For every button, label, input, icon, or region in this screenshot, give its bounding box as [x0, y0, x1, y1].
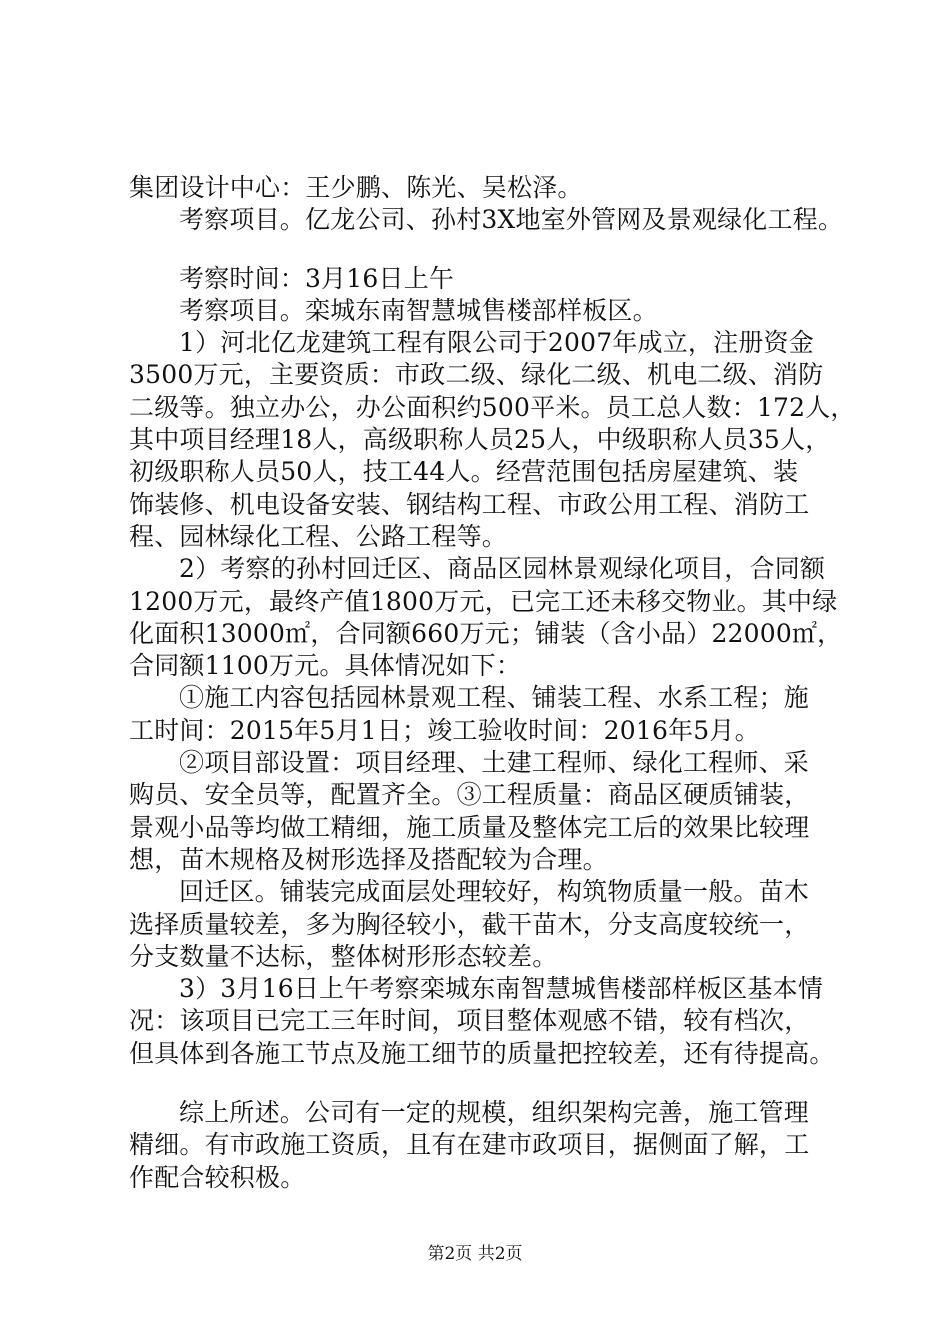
text-line: 其中项目经理18人，高级职称人员25人，中级职称人员35人，	[129, 425, 831, 455]
text-line: 二级等。独立办公，办公面积约500平米。员工总人数：172人，	[129, 392, 856, 422]
text-line: 选择质量较差，多为胸径较小，截干苗木，分支高度较统一，	[129, 909, 810, 939]
text-line: 考察项目。栾城东南智慧城售楼部样板区。	[179, 295, 658, 325]
text-line: ②项目部设置：项目经理、土建工程师、绿化工程师、采	[179, 748, 810, 778]
text-line: 景观小品等均做工精细，施工质量及整体完工后的效果比较理	[129, 812, 810, 842]
text-line: 1200万元，最终产值1800万元，已完工还未移交物业。其中绿	[129, 586, 838, 616]
text-line: 初级职称人员50人，技工44人。经营范围包括房屋建筑、装	[129, 457, 799, 487]
text-line: 购员、安全员等，配置齐全。③工程质量：商品区硬质铺装，	[129, 780, 810, 810]
text-line: 想，苗木规格及树形选择及搭配较为合理。	[129, 844, 608, 874]
text-line: 3）3月16日上午考察栾城东南智慧城售楼部样板区基本情	[179, 974, 824, 1004]
text-line: 3500万元，主要资质：市政二级、绿化二级、机电二级、消防	[129, 360, 824, 390]
text-line: 工时间：2015年5月1日；竣工验收时间：2016年5月。	[129, 715, 760, 745]
text-line: ①施工内容包括园林景观工程、铺装工程、水系工程；施	[179, 683, 810, 713]
text-line: 回迁区。铺装完成面层处理较好，构筑物质量一般。苗木	[179, 877, 810, 907]
text-line: 分支数量不达标，整体树形形态较差。	[129, 941, 558, 971]
text-line: 2）考察的孙村回迁区、商品区园林景观绿化项目，合同额	[179, 554, 826, 584]
text-line: 合同额1100万元。具体情况如下：	[129, 651, 522, 681]
text-line: 化面积13000㎡，合同额660万元；铺装（含小品）22000㎡，	[129, 618, 843, 648]
text-line: 程、园林绿化工程、公路工程等。	[129, 521, 508, 551]
text-line: 但具体到各施工节点及施工细节的质量把控较差，还有待提高。	[129, 1038, 835, 1068]
document-body	[129, 172, 856, 1194]
page-number-footer: 第2页 共2页	[427, 1244, 523, 1264]
text-line: 综上所述。公司有一定的规模，组织架构完善，施工管理	[179, 1098, 810, 1128]
text-line: 1）河北亿龙建筑工程有限公司于2007年成立，注册资金	[179, 328, 814, 358]
paragraph-gap	[129, 237, 844, 263]
text-line: 考察项目。亿龙公司、孙村3X地室外管网及景观绿化工程。	[179, 205, 844, 235]
text-line: 考察时间：3月16日上午	[179, 263, 455, 293]
text-line: 况：该项目已完工三年时间，项目整体观感不错，较有档次，	[129, 1006, 810, 1036]
text-line: 饰装修、机电设备安装、钢结构工程、市政公用工程、消防工	[129, 489, 810, 519]
text-line: 集团设计中心：王少鹏、陈光、吴松泽。	[129, 173, 583, 202]
text-line: 精细。有市政施工资质，且有在建市政项目，据侧面了解，工	[129, 1130, 810, 1160]
text-line: 作配合较积极。	[129, 1162, 306, 1192]
paragraph-gap	[129, 1070, 844, 1097]
